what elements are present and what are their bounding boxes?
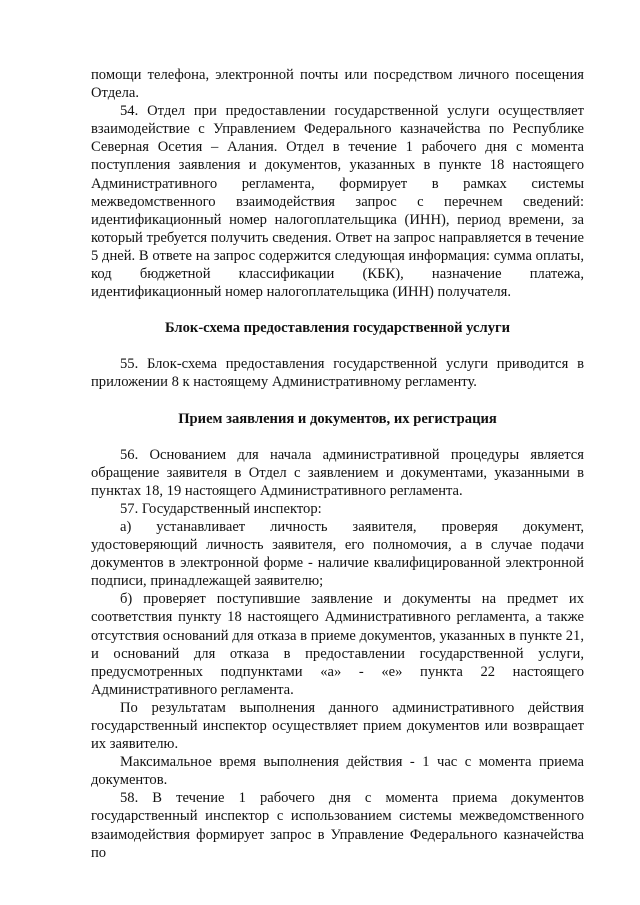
- paragraph-58: 58. В течение 1 рабочего дня с момента приема документов государственный инспектор с использованием системы межведомственного взаимодействия формирует запрос в Управление Федерального казначейства по: [91, 790, 584, 861]
- heading-block-scheme: Блок-схема предоставления государственной услуги: [164, 320, 511, 337]
- paragraph-57: 57. Государственный инспектор:: [120, 500, 322, 517]
- paragraph-57-a: а) устанавливает личность заявителя, проверяя документ, удостоверяющий личность заявителя, его полномочия, а в случае подачи документов в электронной форме - наличие квалифицированной электронной подписи, принадлежащей заявителю;: [91, 518, 584, 590]
- paragraph-55: 55. Блок-схема предоставления государственной услуги приводится в приложении 8 к настоящему Административному регламенту.: [91, 356, 584, 391]
- paragraph-57-result: По результатам выполнения данного административного действия государственный инспектор осуществляет прием документов или возвращает их заявителю.: [91, 699, 584, 753]
- paragraph-continuation: помощи телефона, электронной почты или посредством личного посещения Отдела.: [91, 67, 584, 102]
- paragraph-54: 54. Отдел при предоставлении государственной услуги осуществляет взаимодействие с Управлением Федерального казначейства по Республике Северная Осетия – Алания. Отдел в течение 1 рабочего дня с момента поступления заявления и документов, указанных в пункте 18 настоящего Административного регламента, формирует в рамках системы межведомственного взаимодействия запрос с перечнем сведений: идентификационный номер налогоплательщика (ИНН), период времени, за который требуется получить сведения. Ответ на запрос направляется в течение 5 дней. В ответе на запрос содержится следующая информация: сумма оплаты, код бюджетной классификации (КБК), назначение платежа, идентификационный номер налогоплательщика (ИНН) получателя.: [91, 103, 584, 301]
- paragraph-57-b: б) проверяет поступившие заявление и документы на предмет их соответствия пункту 18 настоящего Административного регламента, а также отсутствия оснований для отказа в приеме документов, указанных в пункте 21, и оснований для отказа в предоставлении государственной услуги, предусмотренных подпунктами «а» - «е» пункта 22 настоящего Административного регламента.: [91, 591, 584, 698]
- paragraph-57-time: Максимальное время выполнения действия - 1 час с момента приема документов.: [91, 754, 584, 789]
- heading-reception: Прием заявления и документов, их регистрация: [178, 410, 497, 427]
- paragraph-56: 56. Основанием для начала административной процедуры является обращение заявителя в Отдел с заявлением и документами, указанными в пунктах 18, 19 настоящего Административного регламента.: [91, 446, 584, 499]
